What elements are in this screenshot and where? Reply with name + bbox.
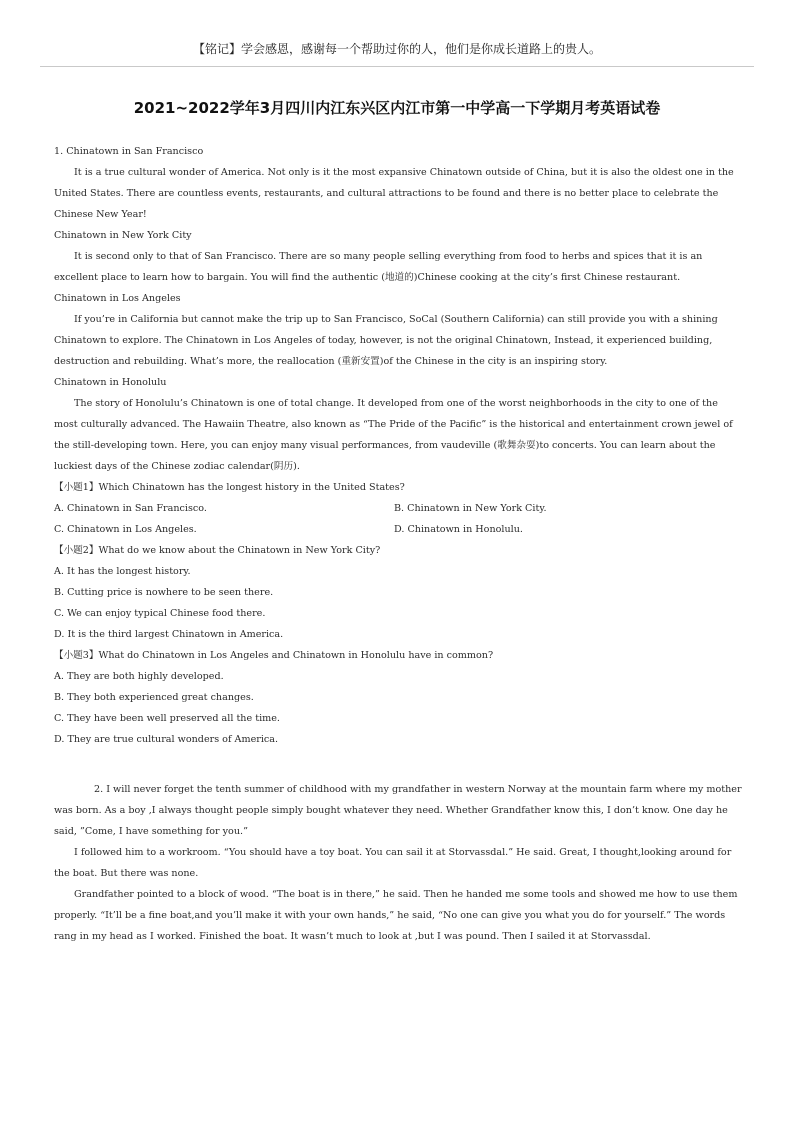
subquestion-2-option-a: A. It has the longest history.	[54, 566, 191, 577]
subquestion-2-option-b: B. Cutting price is nowhere to be seen there.	[54, 587, 274, 598]
subquestion-2-option-c: C. We can enjoy typical Chinese food there.	[54, 608, 266, 619]
q1-passage-para-3: If you’re in California but cannot make the trip up to San Francisco, SoCal (Southern California) can still provide you with a shining Chinatown to explore. The Chinatown in Los Angeles of today, however, is not the original Chinatown, Instead, it experienced building, destruction and rebuilding. What’s more, the reallocation (重新安置)of the Chinese in the city is an inspiring story.	[54, 314, 721, 367]
q1-passage-para-2: It is second only to that of San Francisco. There are so many people selling everything from food to herbs and spices that it is an excellent place to learn how to bargain. You will find the authentic (地道的)Chinese cooking at the city’s first Chinese restaurant.	[54, 251, 706, 283]
subquestion-3-option-d: D. They are true cultural wonders of America.	[54, 734, 279, 745]
q1-heading: 1. Chinatown in San Francisco	[54, 146, 204, 157]
q2-passage-para-2: I followed him to a workroom. “You should have a toy boat. You can sail it at Storvassdal.” He said. Great, I thought,looking around for the boat. But there was none.	[54, 847, 735, 879]
header-motto: 【铭记】学会感恩，感谢每一个帮助过你的人，他们是你成长道路上的贵人。	[192, 42, 601, 56]
q1-subheading-los-angeles: Chinatown in Los Angeles	[54, 293, 181, 304]
exam-body	[54, 141, 744, 947]
subquestion-1-options-row-1	[54, 498, 744, 519]
subquestion-3-option-a: A. They are both highly developed.	[54, 671, 224, 682]
subquestion-1-option-a: A. Chinatown in San Francisco.	[54, 503, 207, 514]
q2-passage-para-1: 2. I will never forget the tenth summer of childhood with my grandfather in western Norway at the mountain farm where my mother was born. As a boy ,I always thought people simply bought whatever they need. Whether Grandfather know this, I don’t know. One day he said, ”Come, I have something for you.”	[54, 784, 745, 837]
subquestion-3-stem: 【小题3】What do Chinatown in Los Angeles and Chinatown in Honolulu have in common?	[54, 650, 494, 661]
header-divider	[40, 66, 754, 67]
q1-subheading-new-york: Chinatown in New York City	[54, 230, 192, 241]
question-gap	[54, 750, 744, 779]
q1-passage-para-4: The story of Honolulu’s Chinatown is one of total change. It developed from one of the worst neighborhoods in the city to one of the most culturally advanced. The Hawaiin Theatre, also known as “The Pride of the Pacific” is the historical and entertainment crown jewel of the still-developing town. Here, you can enjoy many visual performances, from vaudeville (歌舞杂耍)to concerts. You can learn about the luckiest days of the Chinese zodiac calendar(阴历).	[54, 398, 736, 472]
subquestion-2-stem: 【小题2】What do we know about the Chinatown in New York City?	[54, 545, 381, 556]
q1-subheading-honolulu: Chinatown in Honolulu	[54, 377, 167, 388]
subquestion-1-option-c: C. Chinatown in Los Angeles.	[54, 524, 197, 535]
q1-passage-para-1: It is a true cultural wonder of America. Not only is it the most expansive Chinatown outside of China, but it is also the oldest one in the United States. There are countless events, restaurants, and cultural attractions to be found and there is no better place to celebrate the Chinese New Year!	[54, 167, 737, 220]
subquestion-2-option-d: D. It is the third largest Chinatown in America.	[54, 629, 284, 640]
subquestion-3-option-b: B. They both experienced great changes.	[54, 692, 254, 703]
subquestion-1-stem: 【小题1】Which Chinatown has the longest history in the United States?	[54, 482, 405, 493]
subquestion-1-option-b: B. Chinatown in New York City.	[394, 503, 547, 514]
exam-title: 2021~2022学年3月四川内江东兴区内江市第一中学高一下学期月考英语试卷	[133, 99, 661, 117]
q2-passage-para-3: Grandfather pointed to a block of wood. “The boat is in there,” he said. Then he handed me some tools and showed me how to use them properly. “It’ll be a fine boat,and you’ll make it with your own hands,” he said, “No one can give you what you do for yourself.” The words rang in my head as I worked. Finished the boat. It wasn’t much to look at ,but I was pound. Then I sailed it at Storvassdal.	[54, 889, 741, 942]
subquestion-3-option-c: C. They have been well preserved all the time.	[54, 713, 280, 724]
subquestion-1-option-d: D. Chinatown in Honolulu.	[394, 524, 523, 535]
subquestion-1-options-row-2	[54, 519, 744, 540]
